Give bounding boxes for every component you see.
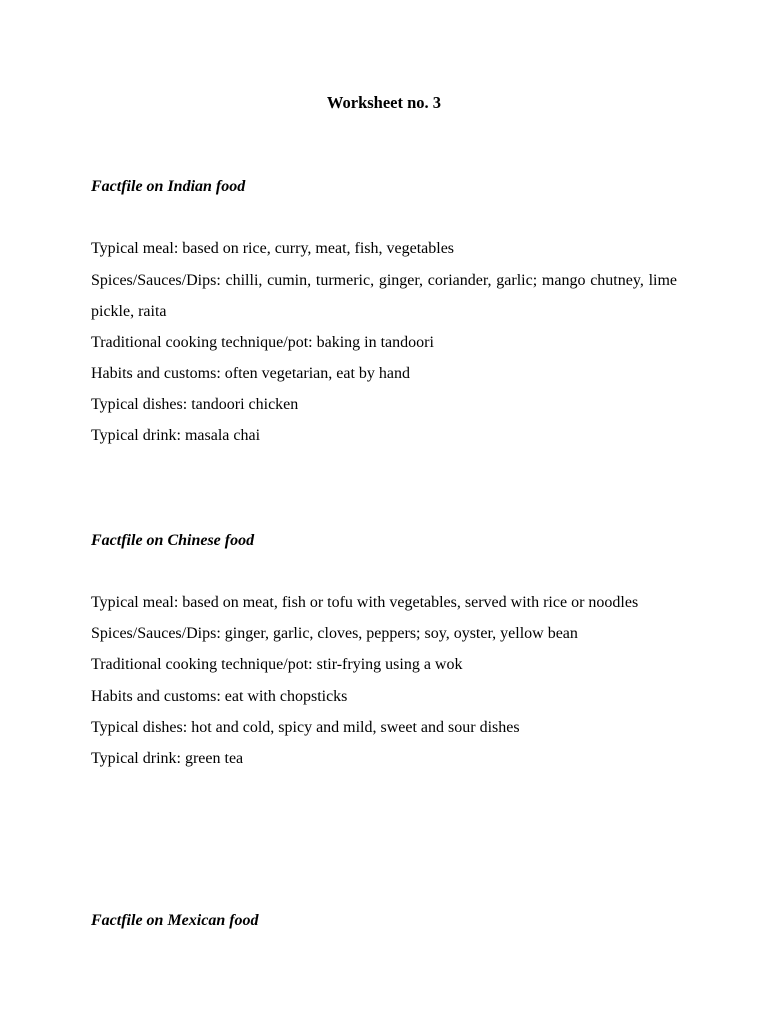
chinese-cooking-technique: Traditional cooking technique/pot: stir-frying using a wok	[91, 656, 463, 673]
chinese-typical-drink: Typical drink: green tea	[91, 750, 244, 767]
indian-typical-dishes: Typical dishes: tandoori chicken	[91, 396, 299, 413]
indian-cooking-technique: Traditional cooking technique/pot: baking in tandoori	[91, 334, 434, 351]
indian-spices: Spices/Sauces/Dips: chilli, cumin, turmeric, ginger, coriander, garlic; mango chutney, lime pickle, raita	[91, 272, 677, 321]
mexican-factfile-heading: Factfile on Mexican food	[91, 912, 259, 929]
worksheet-title: Worksheet no. 3	[326, 93, 442, 112]
indian-typical-drink: Typical drink: masala chai	[91, 427, 261, 444]
indian-habits: Habits and customs: often vegetarian, eat by hand	[91, 365, 411, 382]
chinese-habits: Habits and customs: eat with chopsticks	[91, 688, 348, 705]
chinese-typical-dishes: Typical dishes: hot and cold, spicy and mild, sweet and sour dishes	[91, 719, 520, 736]
chinese-typical-meal: Typical meal: based on meat, fish or tofu with vegetables, served with rice or noodles	[91, 594, 639, 611]
indian-typical-meal: Typical meal: based on rice, curry, meat, fish, vegetables	[91, 240, 455, 257]
chinese-factfile-heading: Factfile on Chinese food	[91, 532, 255, 549]
chinese-spices: Spices/Sauces/Dips: ginger, garlic, cloves, peppers; soy, oyster, yellow bean	[91, 625, 578, 642]
indian-factfile-heading: Factfile on Indian food	[91, 178, 246, 195]
